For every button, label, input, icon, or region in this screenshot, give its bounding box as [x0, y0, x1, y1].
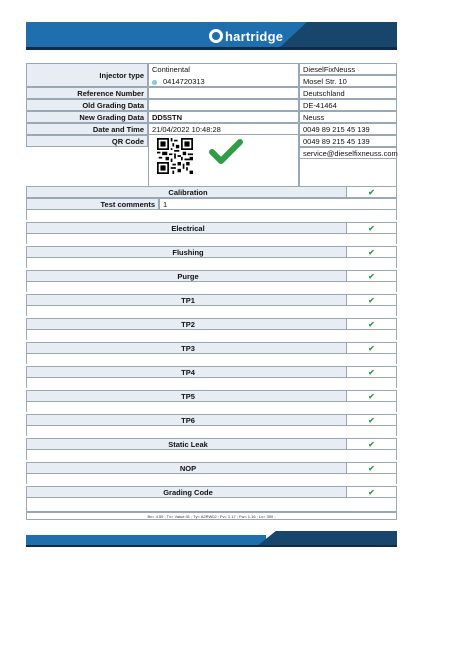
- company-empty-cell: [299, 159, 397, 186]
- check-icon: ✔: [346, 463, 396, 473]
- old-grading-label: Old Grading Data: [26, 99, 148, 111]
- section-name: Electrical: [171, 224, 205, 233]
- spacer: [26, 426, 397, 436]
- section-tp4: [26, 366, 397, 378]
- check-icon: ✔: [346, 343, 396, 353]
- section-nop: [26, 462, 397, 474]
- check-icon: ✔: [346, 487, 396, 497]
- qr-code-image: [157, 138, 193, 174]
- spacer: [26, 258, 397, 268]
- qr-code-label: QR Code: [26, 135, 148, 147]
- measurement-footer: Bv= 4.59 ; Tv= Value:31 ; Ty= A2RW02 ; Fv= 1.17 ; Fw= 1.16 ; Lv= 300 ;: [26, 512, 397, 520]
- reference-number-value: [148, 87, 299, 99]
- section-name: Static Leak: [168, 440, 208, 449]
- datetime-value: 21/04/2022 10:48:28: [148, 123, 299, 135]
- banner-accent: [277, 22, 397, 50]
- section-tp6: [26, 414, 397, 426]
- company-street: Mosel Str. 10: [299, 75, 397, 87]
- footer-banner: [26, 531, 397, 547]
- spacer: [26, 474, 397, 484]
- company-postcode: DE-41464: [299, 99, 397, 111]
- check-icon: ✔: [346, 187, 396, 197]
- header-banner: [26, 22, 397, 50]
- check-icon: ✔: [346, 367, 396, 377]
- company-phone-1: 0049 89 215 45 139: [299, 123, 397, 135]
- spacer: [26, 210, 397, 220]
- section-tp2: [26, 318, 397, 330]
- check-icon: [209, 139, 243, 165]
- company-city: Neuss: [299, 111, 397, 123]
- section-name: TP2: [181, 320, 195, 329]
- company-name: DieselFixNeuss: [299, 63, 397, 75]
- section-tp1: [26, 294, 397, 306]
- check-icon: ✔: [346, 247, 396, 257]
- company-country: Deutschland: [299, 87, 397, 99]
- status-dot-icon: [152, 80, 157, 85]
- section-name: Grading Code: [163, 488, 213, 497]
- spacer: [26, 498, 397, 512]
- section-name: Purge: [177, 272, 199, 281]
- spacer: [26, 354, 397, 364]
- section-name: TP4: [181, 368, 195, 377]
- section-name: TP6: [181, 416, 195, 425]
- banner-stripe: [26, 47, 397, 50]
- section-calibration: [26, 186, 397, 198]
- section-electrical: [26, 222, 397, 234]
- new-grading-label: New Grading Data: [26, 111, 148, 123]
- section-static-leak: [26, 438, 397, 450]
- section-purge: [26, 270, 397, 282]
- check-icon: ✔: [346, 223, 396, 233]
- spacer: [26, 378, 397, 388]
- section-tp5: [26, 390, 397, 402]
- new-grading-row: [26, 111, 397, 123]
- section-grading-code: [26, 486, 397, 498]
- company-phone-2: 0049 89 215 45 139: [299, 135, 397, 147]
- section-name: Calibration: [168, 188, 208, 197]
- new-grading-value: DD5STN: [148, 111, 299, 123]
- datetime-label: Date and Time: [26, 123, 148, 135]
- spacer: [26, 282, 397, 292]
- old-grading-row: [26, 99, 397, 111]
- old-grading-value: [148, 99, 299, 111]
- check-icon: ✔: [346, 415, 396, 425]
- spacer: [26, 330, 397, 340]
- section-name: TP3: [181, 344, 195, 353]
- logo-ball-icon: [209, 29, 223, 43]
- datetime-row: [26, 123, 397, 135]
- section-flushing: [26, 246, 397, 258]
- check-icon: ✔: [346, 319, 396, 329]
- injector-type-cell: [148, 63, 299, 87]
- injector-number: 0414720313: [163, 77, 205, 86]
- reference-row: [26, 87, 397, 99]
- check-icon: ✔: [346, 439, 396, 449]
- spacer: [26, 402, 397, 412]
- spacer: [26, 234, 397, 244]
- company-email: service@dieselfixneuss.com: [299, 147, 397, 159]
- section-tp3: [26, 342, 397, 354]
- injector-type-label: Injector type: [26, 63, 148, 87]
- test-comments-label: Test comments: [26, 198, 159, 210]
- qr-cell: [148, 135, 299, 186]
- qr-row: [26, 135, 397, 186]
- test-comments-row: [26, 198, 397, 210]
- hartridge-logo: [209, 28, 283, 44]
- reference-number-label: Reference Number: [26, 87, 148, 99]
- injector-brand: Continental: [152, 65, 190, 74]
- section-name: TP1: [181, 296, 195, 305]
- check-icon: ✔: [346, 391, 396, 401]
- check-icon: ✔: [346, 295, 396, 305]
- section-name: TP5: [181, 392, 195, 401]
- spacer: [26, 306, 397, 316]
- spacer: [26, 450, 397, 460]
- footer-banner-line: [26, 545, 397, 547]
- check-icon: ✔: [346, 271, 396, 281]
- section-name: NOP: [179, 464, 197, 473]
- logo-text: hartridge: [225, 28, 284, 44]
- section-name: Flushing: [172, 248, 204, 257]
- test-comments-value: 1: [159, 198, 397, 210]
